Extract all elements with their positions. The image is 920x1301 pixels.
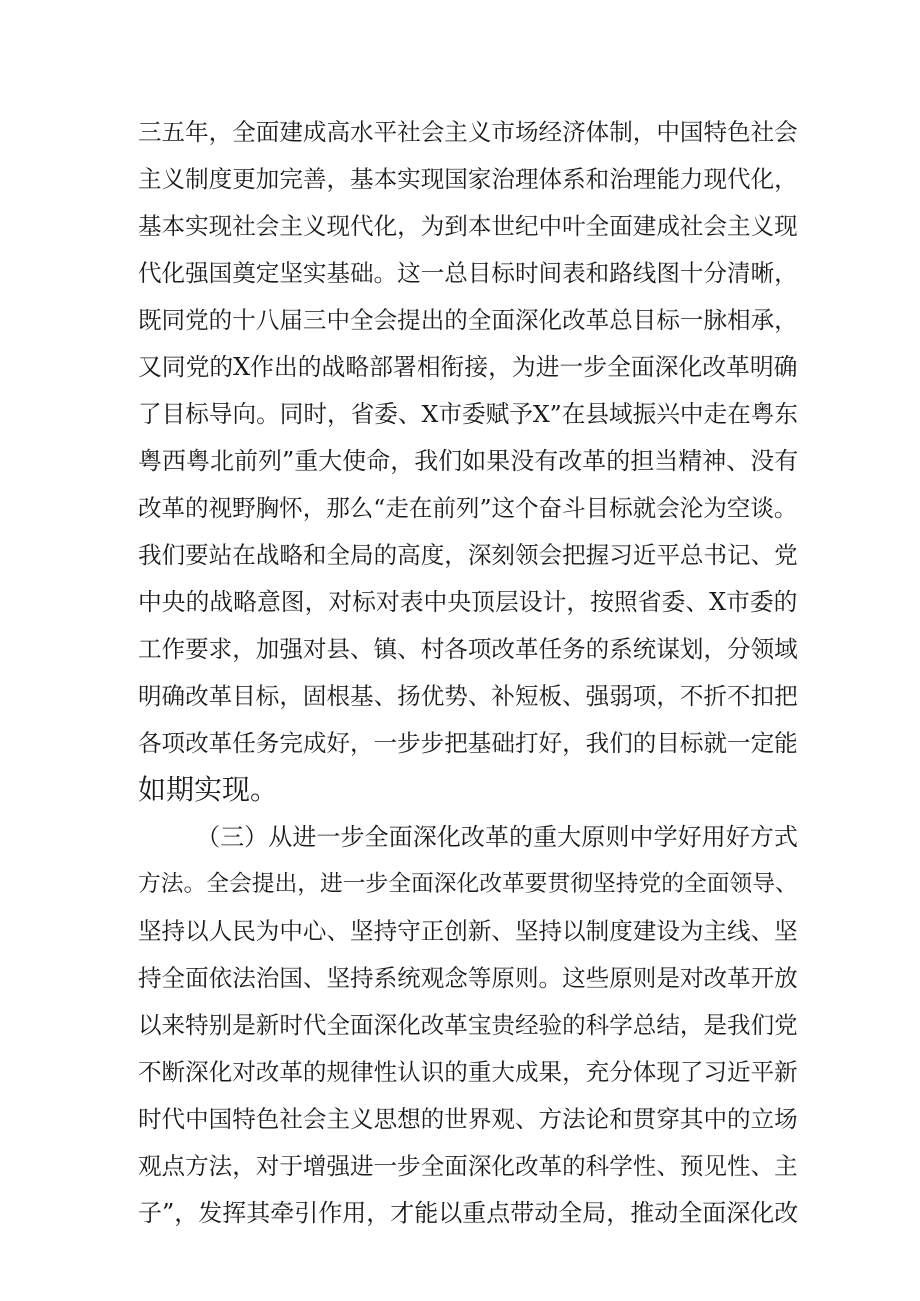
text-line: 各项改革任务完成好，一步步把基础打好，我们的目标就一定能 [138, 729, 798, 757]
text-line: 如期实现。 [138, 773, 279, 806]
text-line: 坚持以人民为中心、坚持守正创新、坚持以制度建设为主线、坚 [138, 917, 798, 945]
text-line: 粤西粤北前列”重大使命，我们如果没有改革的担当精神、没有 [138, 447, 799, 475]
section-heading-line: （三）从进一步全面深化改革的重大原则中学好用好方式 [196, 823, 798, 851]
text-line: 方法。全会提出，进一步全面深化改革要贯彻坚持党的全面领导、 [138, 871, 798, 897]
text-line: 观点方法，对于增强进一步全面深化改革的科学性、预见性、主 [138, 1152, 798, 1180]
text-line: 子”，发挥其牵引作用，才能以重点带动全局，推动全面深化改 [138, 1199, 799, 1227]
text-line: 又同党的X作出的战略部署相衔接，为进一步全面深化改革明确 [138, 353, 798, 381]
text-line: 不断深化对改革的规律性认识的重大成果，充分体现了习近平新 [138, 1058, 798, 1086]
text-line: 持全面依法治国、坚持系统观念等原则。这些原则是对改革开放 [138, 964, 798, 992]
text-line: 代化强国奠定坚实基础。这一总目标时间表和路线图十分清晰， [138, 259, 798, 287]
text-line: 中央的战略意图，对标对表中央顶层设计，按照省委、X市委的 [138, 588, 798, 616]
text-line: 时代中国特色社会主义思想的世界观、方法论和贯穿其中的立场 [138, 1105, 798, 1133]
text-line: 明确改革目标，固根基、扬优势、补短板、强弱项，不折不扣把 [138, 682, 798, 710]
text-line: 三五年，全面建成高水平社会主义市场经济体制，中国特色社会 [138, 118, 798, 146]
text-line: 工作要求，加强对县、镇、村各项改革任务的系统谋划，分领域 [138, 635, 798, 663]
text-line: 了目标导向。同时，省委、X市委赋予X”在县域振兴中走在粤东 [138, 400, 798, 428]
text-line: 基本实现社会主义现代化，为到本世纪中叶全面建成社会主义现 [138, 212, 798, 240]
text-line: 我们要站在战略和全局的高度，深刻领会把握习近平总书记、党 [138, 541, 798, 569]
text-line: 既同党的十八届三中全会提出的全面深化改革总目标一脉相承， [138, 306, 798, 334]
text-line: 改革的视野胸怀，那么“走在前列”这个奋斗目标就会沦为空谈。 [138, 494, 798, 522]
text-line: 以来特别是新时代全面深化改革宝贵经验的科学总结，是我们党 [138, 1011, 798, 1039]
text-line: 主义制度更加完善，基本实现国家治理体系和治理能力现代化， [138, 165, 798, 193]
